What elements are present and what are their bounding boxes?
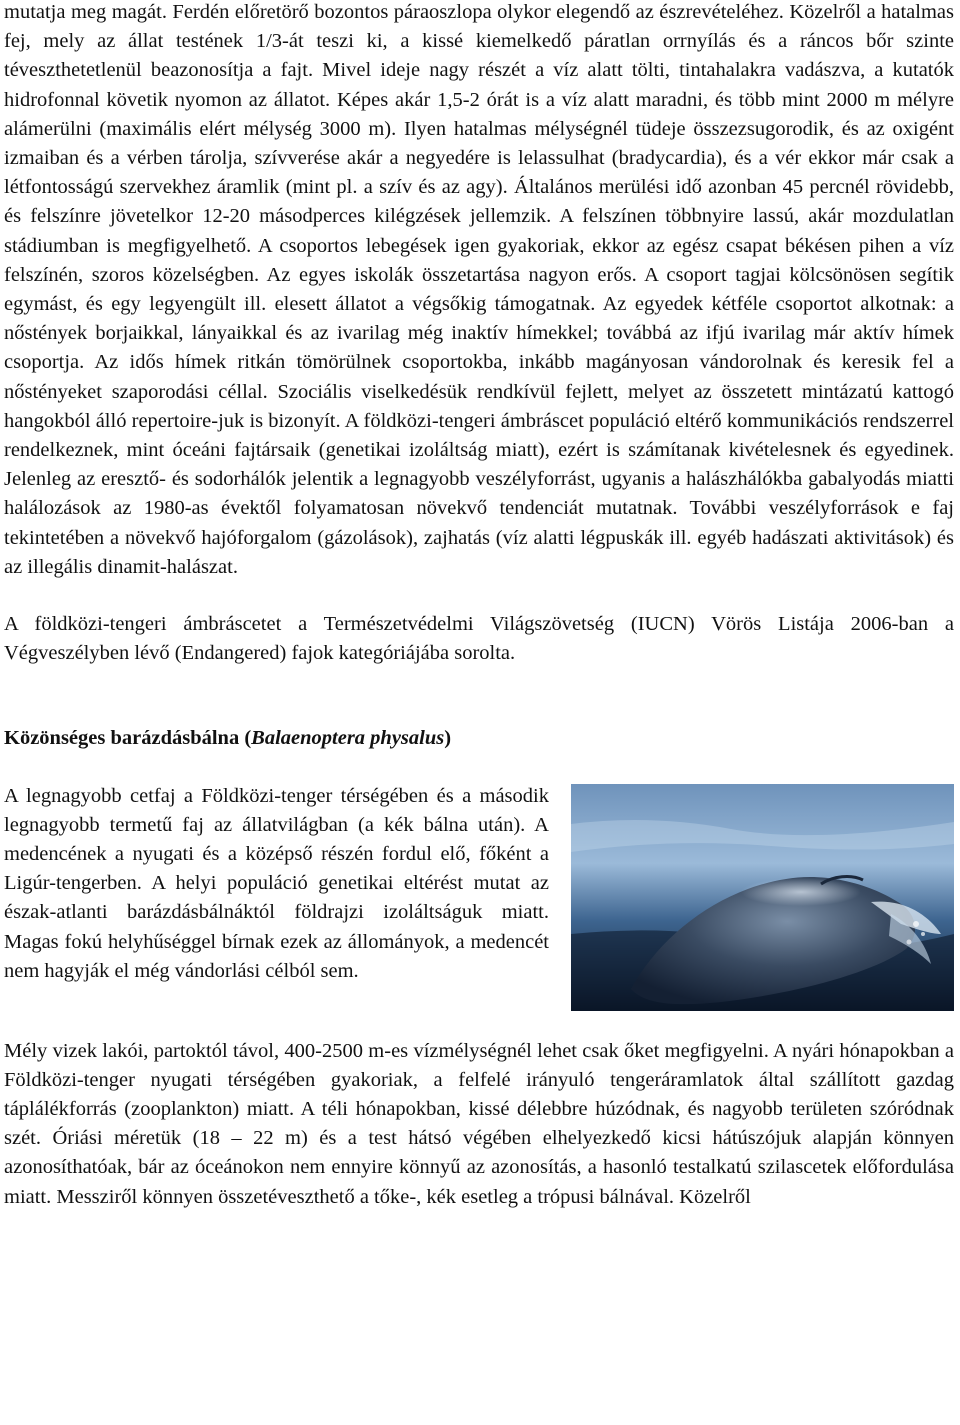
section-heading-fin-whale: Közönséges barázdásbálna (Balaenoptera physalus): [4, 727, 452, 750]
fin-whale-intro: [4, 782, 954, 1019]
latin-name: Balaenoptera physalus: [251, 727, 445, 750]
document-page: [4, 0, 954, 1212]
paragraph-sperm-whale-behaviour: mutatja meg magát. Ferdén előretörő bozontos páraoszlopa olykor elegendő az észrevételéhez. Közelről a hatalmas fej, mely az állat testének 1/3-át teszi ki, a kissé kiemelkedő páratlan orrnyílás és a ráncos bőr szinte téveszthetetlenül beazonosítja a fajt. Mivel ideje nagy részét a víz alatt tölti, tintahalakra vadászva, a kutatók hidrofonnal követik nyomon az állatot. Képes akár 1,5-2 órát is a víz alatt maradni, és több mint 2000 m mélyre alámerülni (maximális elért mélység 3000 m). Ilyen hatalmas mélységnél tüdeje összezsugorodik, és az oxigént izmaiban és a vérben tárolja, szívverése akár a negyedére is lelassulhat (bradycardia), és a vér ekkor már csak a létfontosságú szervekhez áramlik (mint pl. a szív és az agy). Általános merülési idő azonban 45 percnél rövidebb, és felszínre jövetelkor 12-20 másodperces kilégzések jellemzik. A felszínen többnyire lassú, akár mozdulatlan stádiumban is megfigyelhető. A csoportos lebegések igen gyakoriak, ekkor az egész csapat békésen pihen a víz felszínén, szoros közelségben. Az egyes iskolák összetartása nagyon erős. A csoport tagjai kölcsönösen segítik egymást, és egy legyengült ill. elesett állatot a végsőkig támogatnak. Az egyedek kétféle csoportot alkotnak: a nőstények borjaikkal, lányaikkal és az ivarilag még inaktív hímekkel; továbbá az ifjú ivarilag már aktív hímek csoportja. Az idős hímek ritkán tömörülnek csoportokba, inkább magányosan vándorolnak és keresik fel a nőstényeket szaporodási céllal. Szociális viselkedésük rendkívül fejlett, melyet az összetett mintázatú kattogó hangokból álló repertoire-juk is bizonyít. A földközi-tengeri ámbráscet populáció eltérő kommunikációs rendszerrel rendelkeznek, mint óceáni fajtársaik (genetikai izoláltság miatt), ezért is számítanak kivételesnek és egyedinek. Jelenleg az eresztő- és sodorhálók jelentik a legnagyobb veszélyforrást, ugyanis a halászhálókba gabalyodás miatti halálozások az 1980-as évektől folyamatosan növekvő tendenciát mutatnak. További veszélyforrások e faj tekintetében a növekvő hajóforgalom (gázolások), zajhatás (víz alatti légpuskák ill. egyéb hadászati aktivitások) és az illegális dinamit-halászat.: [4, 1, 954, 578]
paragraph-fin-whale-intro: A legnagyobb cetfaj a Földközi-tenger térségében és a második legnagyobb termetű faj az állatvilágban (a kék bálna után). A medencének a nyugati és a középső részén fordul elő, főként a Ligúr-tengerben. A helyi populáció genetikai eltérést mutat az észak-atlanti barázdásbálnáktól földrajzi izoláltságuk miatt. Magas fokú helyhűséggel bírnak ezek az állományok, a medencét nem hagyják el még vándorlási célból sem.: [4, 784, 549, 982]
fin-whale-photo: [571, 784, 954, 1011]
paragraph-iucn-status: A földközi-tengeri ámbráscetet a Természetvédelmi Világszövetség (IUCN) Vörös Listája 2006-ban a Végveszélyben lévő (Endangered) fajok kategóriájába sorolta.: [4, 613, 954, 665]
paragraph-fin-whale-habitat: Mély vizek lakói, partoktól távol, 400-2500 m-es vízmélységnél lehet csak őket megfigyelni. A nyári hónapokban a Földközi-tenger nyugati térségében gyakoriak, a felfelé irányuló tengeráramlatok által szállított gazdag táplálékforrás (zooplankton) miatt. A téli hónapokban, kissé délebbre húzódnak, és nagyobb területen szóródnak szét. Óriási méretük (18 – 22 m) és a test hátsó végében elhelyezkedő kicsi hátúszójuk alapján könnyen azonosíthatóak, bár az óceánokon nem ennyire könnyű az azonosítás, a hasonló testalkatú szilascetek előfordulása miatt. Messziről könnyen összetéveszthető a tőke-, kék esetleg a trópusi bálnával. Közelről: [4, 1039, 954, 1208]
